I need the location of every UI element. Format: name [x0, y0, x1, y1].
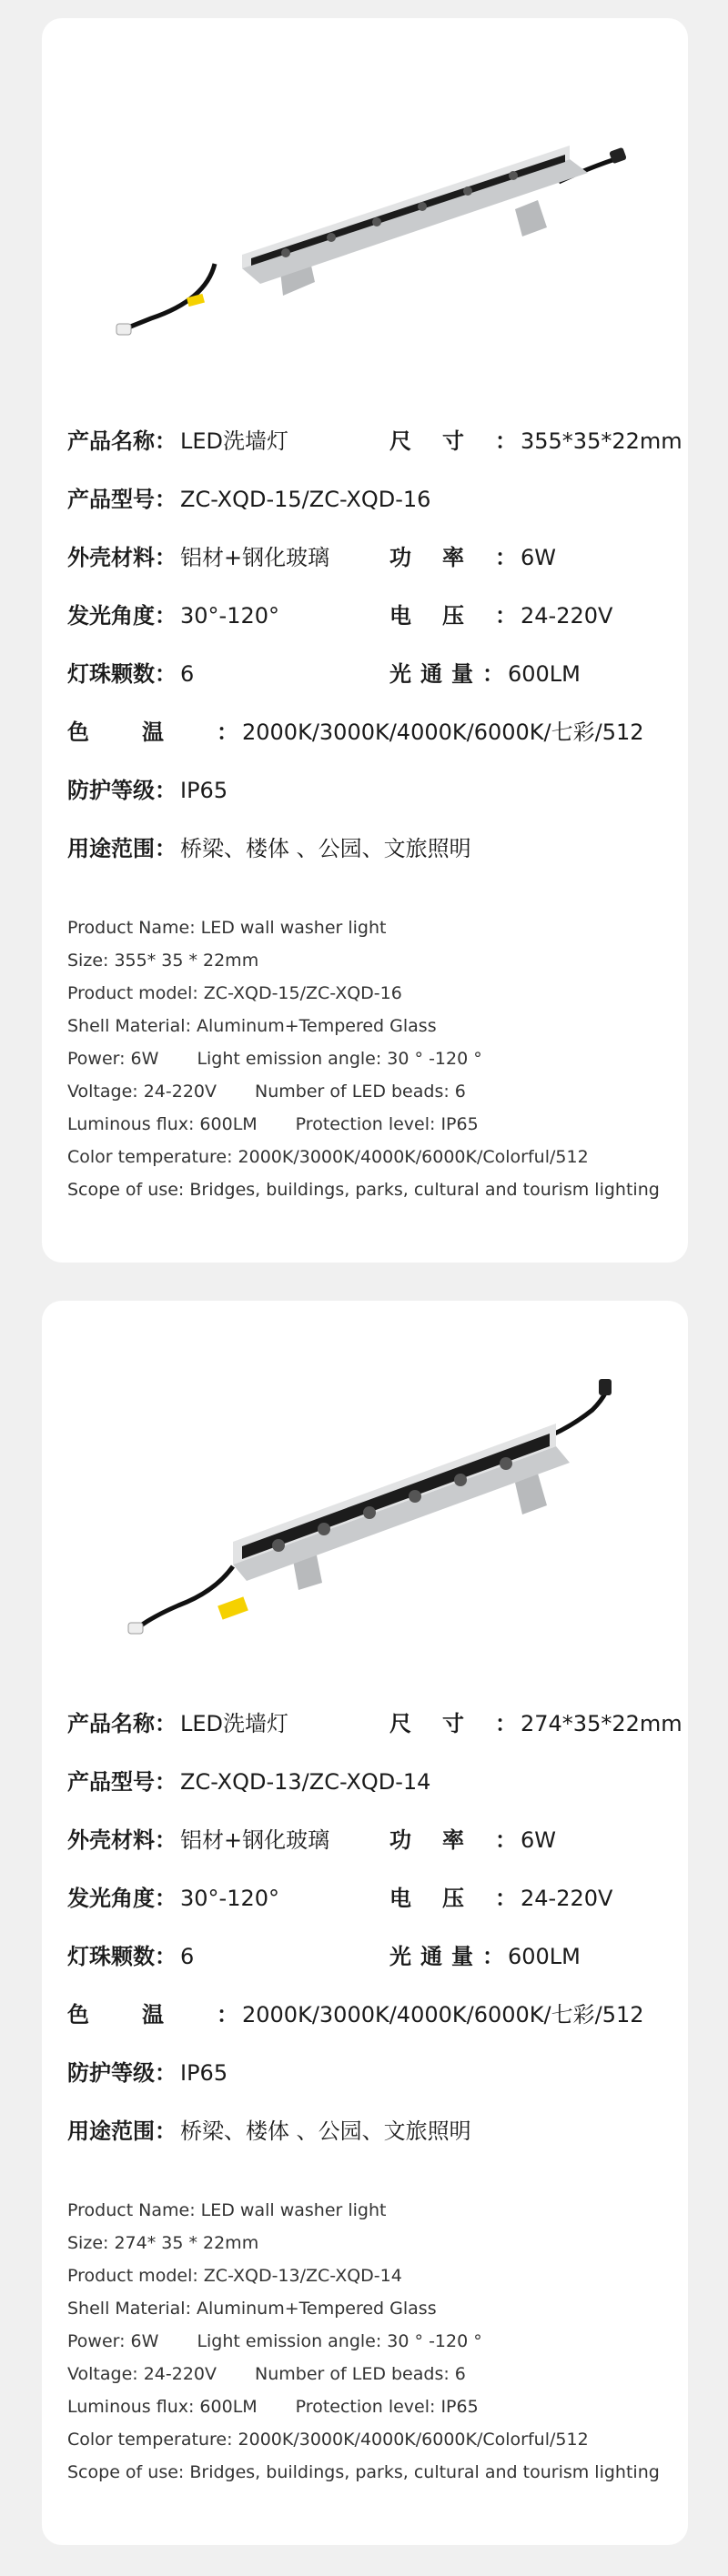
spec-value: 274*35*22mm [521, 1711, 682, 1736]
spec-row [67, 1825, 686, 1883]
spec-voltage: 电压： 24-220V [389, 1883, 612, 1914]
spec-material: 外壳材料： 铝材+钢化玻璃 [67, 1825, 329, 1856]
spec-value: 30°-120° [180, 1886, 280, 1911]
product-card-1 [42, 18, 688, 1263]
spec-row [67, 1999, 686, 2058]
spec-protection: 防护等级： IP65 [67, 775, 228, 806]
spec-row [67, 2058, 686, 2116]
spec-product-name: 产品名称： LED洗墙灯 [67, 426, 288, 457]
en-line [67, 1075, 660, 1108]
spec-size: 尺寸： 274*35*22mm [389, 1708, 682, 1739]
en-line: Size: 274* 35 * 22mm [67, 2233, 259, 2253]
en-line: Color temperature: 2000K/3000K/4000K/6000K/Colorful/512 [67, 1147, 589, 1167]
en-power: Power: 6W [67, 1049, 159, 1069]
product-card-2 [42, 1301, 688, 2545]
spec-voltage: 电压： 24-220V [389, 600, 612, 631]
en-flux: Luminous flux: 600LM [67, 2397, 258, 2417]
en-voltage: Voltage: 24-220V [67, 1082, 217, 1102]
spec-value: 铝材+钢化玻璃 [180, 1827, 330, 1853]
spec-value: 6W [521, 1827, 556, 1853]
en-line [67, 2325, 660, 2358]
spec-label: 光通量 [389, 1944, 482, 1969]
spec-row [67, 1941, 686, 1999]
spec-power: 功率： 6W [389, 1825, 556, 1856]
spec-label: 产品型号 [67, 487, 155, 512]
spec-value: 桥梁、楼体 、公园、文旅照明 [180, 836, 471, 861]
spec-value: LED洗墙灯 [180, 428, 289, 454]
spec-row [67, 542, 686, 600]
spec-label: 色温 [67, 719, 217, 745]
en-line: Scope of use: Bridges, buildings, parks, cultural and tourism lighting [67, 1180, 660, 1200]
en-line: Product Name: LED wall washer light [67, 918, 387, 938]
en-flux: Luminous flux: 600LM [67, 1114, 258, 1134]
spec-value: 24-220V [521, 1886, 613, 1911]
spec-product-name: 产品名称： LED洗墙灯 [67, 1708, 288, 1739]
en-protection: Protection level: IP65 [295, 2397, 479, 2417]
spec-label: 产品名称 [67, 428, 155, 454]
spec-flux: 光通量： 600LM [389, 659, 581, 689]
spec-value: ZC-XQD-15/ZC-XQD-16 [180, 487, 431, 512]
spec-label: 灯珠颗数 [67, 1944, 155, 1969]
spec-label: 灯珠颗数 [67, 661, 155, 687]
spec-table-cn [67, 426, 686, 891]
spec-value: IP65 [180, 778, 228, 803]
spec-value: 600LM [508, 1944, 581, 1969]
spec-power: 功率： 6W [389, 542, 556, 573]
spec-temp: 色温： 2000K/3000K/4000K/6000K/七彩/512 [67, 1999, 644, 2030]
spec-label: 功率 [389, 545, 495, 570]
spec-value: 铝材+钢化玻璃 [180, 545, 330, 570]
spec-label: 发光角度 [67, 603, 155, 629]
spec-row [67, 1883, 686, 1941]
spec-temp: 色温： 2000K/3000K/4000K/6000K/七彩/512 [67, 717, 644, 748]
spec-label: 防护等级 [67, 2060, 155, 2086]
spec-english [67, 2194, 660, 2489]
en-line [67, 1042, 660, 1075]
wall-washer-light-image [96, 1355, 642, 1655]
spec-label: 用途范围 [67, 836, 155, 861]
en-line: Product Name: LED wall washer light [67, 2200, 387, 2220]
spec-protection: 防护等级： IP65 [67, 2058, 228, 2088]
spec-label: 尺寸 [389, 428, 495, 454]
en-protection: Protection level: IP65 [295, 1114, 479, 1134]
en-line: Scope of use: Bridges, buildings, parks, cultural and tourism lighting [67, 2462, 660, 2482]
spec-label: 尺寸 [389, 1711, 495, 1736]
spec-english [67, 911, 660, 1206]
en-line: Product model: ZC-XQD-15/ZC-XQD-16 [67, 983, 402, 1003]
spec-value: 6W [521, 545, 556, 570]
spec-value: LED洗墙灯 [180, 1711, 289, 1736]
spec-label: 电压 [389, 603, 495, 629]
en-line: Size: 355* 35 * 22mm [67, 951, 259, 971]
spec-row [67, 1766, 686, 1825]
spec-value: IP65 [180, 2060, 228, 2086]
spec-row [67, 484, 686, 542]
spec-row [67, 717, 686, 775]
spec-label: 发光角度 [67, 1886, 155, 1911]
en-line: Product model: ZC-XQD-13/ZC-XQD-14 [67, 2266, 402, 2286]
spec-model: 产品型号： ZC-XQD-13/ZC-XQD-14 [67, 1766, 430, 1797]
en-angle: Light emission angle: 30 ° -120 ° [197, 2331, 482, 2351]
spec-model: 产品型号： ZC-XQD-15/ZC-XQD-16 [67, 484, 430, 515]
spec-scope: 用途范围： 桥梁、楼体 、公园、文旅照明 [67, 2116, 471, 2147]
spec-value: 2000K/3000K/4000K/6000K/七彩/512 [242, 719, 644, 745]
en-line: Shell Material: Aluminum+Tempered Glass [67, 2299, 437, 2319]
spec-label: 外壳材料 [67, 1827, 155, 1853]
spec-value: 600LM [508, 661, 581, 687]
en-line [67, 1108, 660, 1141]
spec-material: 外壳材料： 铝材+钢化玻璃 [67, 542, 329, 573]
spec-label: 色温 [67, 2002, 217, 2028]
wall-washer-light-image [96, 73, 642, 373]
en-line: Color temperature: 2000K/3000K/4000K/6000K/Colorful/512 [67, 2430, 589, 2450]
en-angle: Light emission angle: 30 ° -120 ° [197, 1049, 482, 1069]
spec-label: 产品型号 [67, 1769, 155, 1795]
spec-value: 30°-120° [180, 603, 280, 629]
spec-label: 外壳材料 [67, 545, 155, 570]
spec-label: 功率 [389, 1827, 495, 1853]
en-line [67, 2390, 660, 2423]
spec-label: 防护等级 [67, 778, 155, 803]
spec-value: 355*35*22mm [521, 428, 682, 454]
spec-beads: 灯珠颗数： 6 [67, 1941, 194, 1972]
spec-row [67, 426, 686, 484]
spec-label: 光通量 [389, 661, 482, 687]
spec-value: 6 [180, 661, 195, 687]
en-line: Shell Material: Aluminum+Tempered Glass [67, 1016, 437, 1036]
spec-value: 24-220V [521, 603, 613, 629]
spec-table-cn [67, 1708, 686, 2174]
spec-size: 尺寸： 355*35*22mm [389, 426, 682, 457]
spec-value: 桥梁、楼体 、公园、文旅照明 [180, 2118, 471, 2144]
en-power: Power: 6W [67, 2331, 159, 2351]
spec-label: 产品名称 [67, 1711, 155, 1736]
en-beads: Number of LED beads: 6 [255, 1082, 466, 1102]
spec-row [67, 2116, 686, 2174]
spec-row [67, 659, 686, 717]
spec-row [67, 833, 686, 891]
spec-value: ZC-XQD-13/ZC-XQD-14 [180, 1769, 431, 1795]
spec-flux: 光通量： 600LM [389, 1941, 581, 1972]
spec-label: 用途范围 [67, 2118, 155, 2144]
spec-row [67, 775, 686, 833]
spec-angle: 发光角度： 30°-120° [67, 1883, 279, 1914]
spec-angle: 发光角度： 30°-120° [67, 600, 279, 631]
en-line [67, 2358, 660, 2390]
spec-beads: 灯珠颗数： 6 [67, 659, 194, 689]
spec-value: 2000K/3000K/4000K/6000K/七彩/512 [242, 2002, 644, 2028]
spec-row [67, 600, 686, 659]
en-voltage: Voltage: 24-220V [67, 2364, 217, 2384]
spec-scope: 用途范围： 桥梁、楼体 、公园、文旅照明 [67, 833, 471, 864]
spec-label: 电压 [389, 1886, 495, 1911]
spec-value: 6 [180, 1944, 195, 1969]
en-beads: Number of LED beads: 6 [255, 2364, 466, 2384]
spec-row [67, 1708, 686, 1766]
